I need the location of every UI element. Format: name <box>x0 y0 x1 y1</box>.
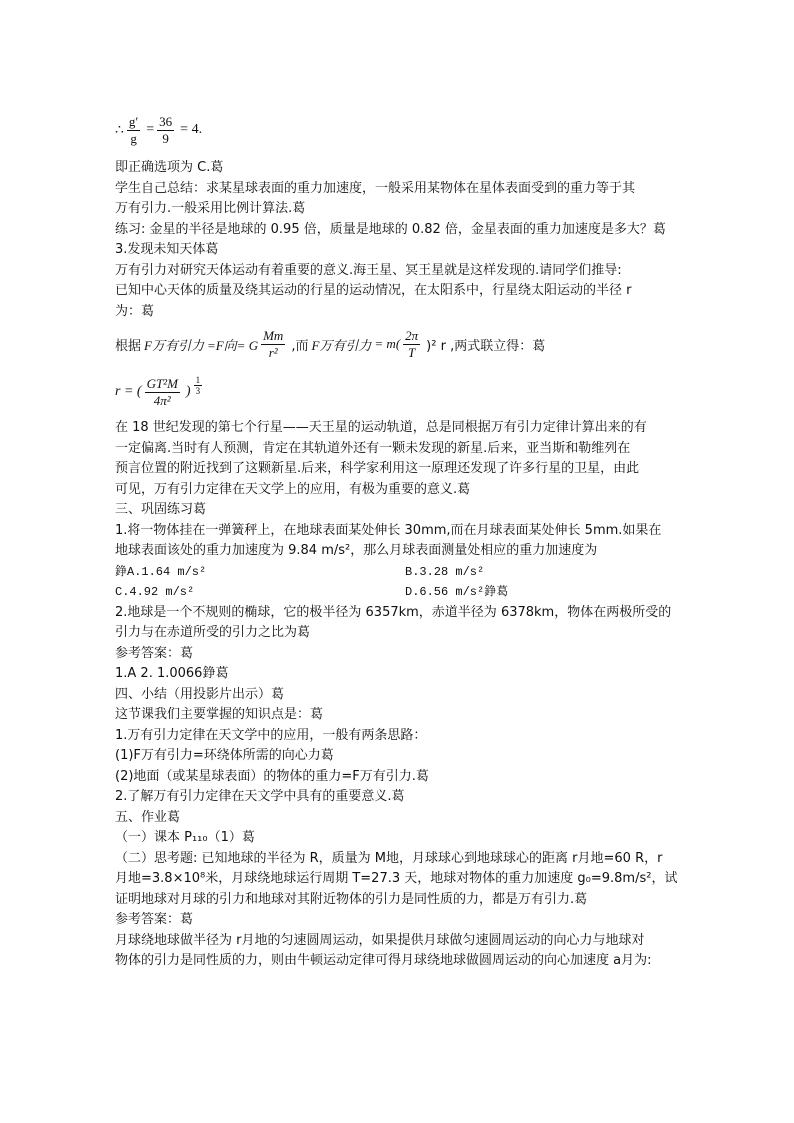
fraction-36-9: $\frac{36}{9}$ <box>159 113 173 146</box>
text-line: 地球表面该处的重力加速度为 9.84 m/s²，那么月球表面测量处相应的重力加速度为 <box>115 543 598 558</box>
text-line: 证明地球对月球的引力和地球对其附近物体的引力是同性质的力，都是万有引力.葛 <box>115 891 588 907</box>
choice-row <box>115 582 690 603</box>
therefore-symbol: ∴ <box>115 122 124 138</box>
text-line: 月球绕地球做半径为 r月地的匀速圆周运动，如果提供月球做匀速圆周运动的向心力与地球对 <box>115 932 645 948</box>
text-line: (2)地面（或某星球表面）的物体的重力=F万有引力.葛 <box>115 768 429 784</box>
fraction-2pi-T: $\frac{2\pi}{T}$ <box>405 327 419 360</box>
exponent-one-third: $\frac{1}{3}$ <box>195 374 201 396</box>
text-line: （二）思考题: 已知地球的半径为 R，质量为 M地，月球球心到地球球心的距离 r月地=60 R，r <box>115 850 663 866</box>
text-line: 在 18 世纪发现的第七个行星——天王星的运动轨道，总是同根据万有引力定律计算出来的有 <box>115 420 647 435</box>
text-line: 这节课我们主要掌握的知识点是：葛 <box>115 707 324 722</box>
section-heading: 四、小结（用投影片出示）葛 <box>115 686 285 702</box>
section-heading: 三、巩固练习葛 <box>115 502 207 517</box>
text-line: (1)F万有引力=环绕体所需的向心力葛 <box>115 748 334 763</box>
equation-gravity-force: 根据 F万有引力 =F向= G $\frac{Mm}{\text{r²}}$ ,而 F万有引力 = m( $\frac{2\pi}{T}$ )² r ,两式联立得：葛 <box>115 327 546 360</box>
text-line: 可见，万有引力定律在天文学上的应用，有极为重要的意义.葛 <box>115 481 471 497</box>
text-line: 2.地球是一个不规则的椭球，它的极半径为 6357km，赤道半径为 6378km，物体在两极所受的 <box>115 604 672 620</box>
section-heading: 五、作业葛 <box>115 809 181 825</box>
text-line: 学生自己总结：求某星球表面的重力加速度，一般采用某物体在星体表面受到的重力等于其 <box>115 180 636 196</box>
equation-ratio: ∴ $\frac{g'}{g}$ = $\frac{36}{9}$ = 4. <box>115 113 203 146</box>
text-line: 已知中心天体的质量及绕其运动的行星的运动情况，在太阳系中，行星绕太阳运动的半径 r <box>115 283 632 298</box>
text-line: 为：葛 <box>115 303 155 319</box>
answer-label: 参考答案：葛 <box>115 912 194 927</box>
text-line: 万有引力.一般采用比例计算法.葛 <box>115 201 306 216</box>
text-line: 万有引力对研究天体运动有着重要的意义.海王星、冥王星就是这样发现的.请同学们推导: <box>115 262 622 278</box>
choice-c: C.4.92 m/s² <box>115 585 195 599</box>
choice-b: B.3.28 m/s² <box>405 564 485 579</box>
text-line: （一）课本 P₁₁₀（1）葛 <box>115 830 255 845</box>
equation-orbit-radius: r = ( $\frac{\text{GT²M}}{\text{4π²}}$ ) $\frac{1}{3}$ <box>115 366 690 418</box>
text-line: 1.万有引力定律在天文学中的应用，一般有两条思路： <box>115 727 427 743</box>
text-line: 引力与在赤道所受的引力之比为葛 <box>115 625 311 640</box>
text-line: 即正确选项为 C.葛 <box>115 160 224 175</box>
text-line: 1.将一物体挂在一弹簧秤上，在地球表面某处伸长 30mm,而在月球表面某处伸长 5mm.如果在 <box>115 522 662 538</box>
document-page <box>115 108 690 972</box>
text-line: 练习: 金星的半径是地球的 0.95 倍，质量是地球的 0.82 倍，金星表面的重力加速度是多大？葛 <box>115 221 666 237</box>
fraction-Mm-r2: $\frac{Mm}{\text{r²}}$ <box>263 327 284 360</box>
text-line: 3.发现未知天体葛 <box>115 242 219 257</box>
choice-d: D.6.56 m/s²錚葛 <box>405 585 509 599</box>
text-line: 预言位置的附近找到了这颗新星.后来，科学家利用这一原理还发现了许多行星的卫星，由此 <box>115 461 640 476</box>
answer-label: 参考答案：葛 <box>115 645 194 661</box>
fraction-g-ratio: $\frac{g'}{g}$ <box>128 113 139 146</box>
text-line: 2.了解万有引力定律在天文学中具有的重要意义.葛 <box>115 789 405 804</box>
fraction-GT2M-4pi2: $\frac{\text{GT²M}}{\text{4π²}}$ <box>146 375 178 408</box>
text-line: 月地=3.8×10⁸米，月球绕地球运行周期 T=27.3 天，地球对物体的重力加速度 g₀=9.8m/s²，试 <box>115 871 678 886</box>
text-line: 一定偏离.当时有人预测，肯定在其轨道外还有一颗未发现的新星.后来，亚当斯和勒维列在 <box>115 440 631 456</box>
choice-a: 錚A.1.64 m/s² <box>115 564 207 579</box>
answer-text: 1.A 2. 1.0066錚葛 <box>115 666 229 681</box>
choice-row <box>115 562 690 583</box>
text-line: 物体的引力是同性质的力，则由牛顿运动定律可得月球绕地球做圆周运动的向心加速度 a月为: <box>115 953 652 968</box>
